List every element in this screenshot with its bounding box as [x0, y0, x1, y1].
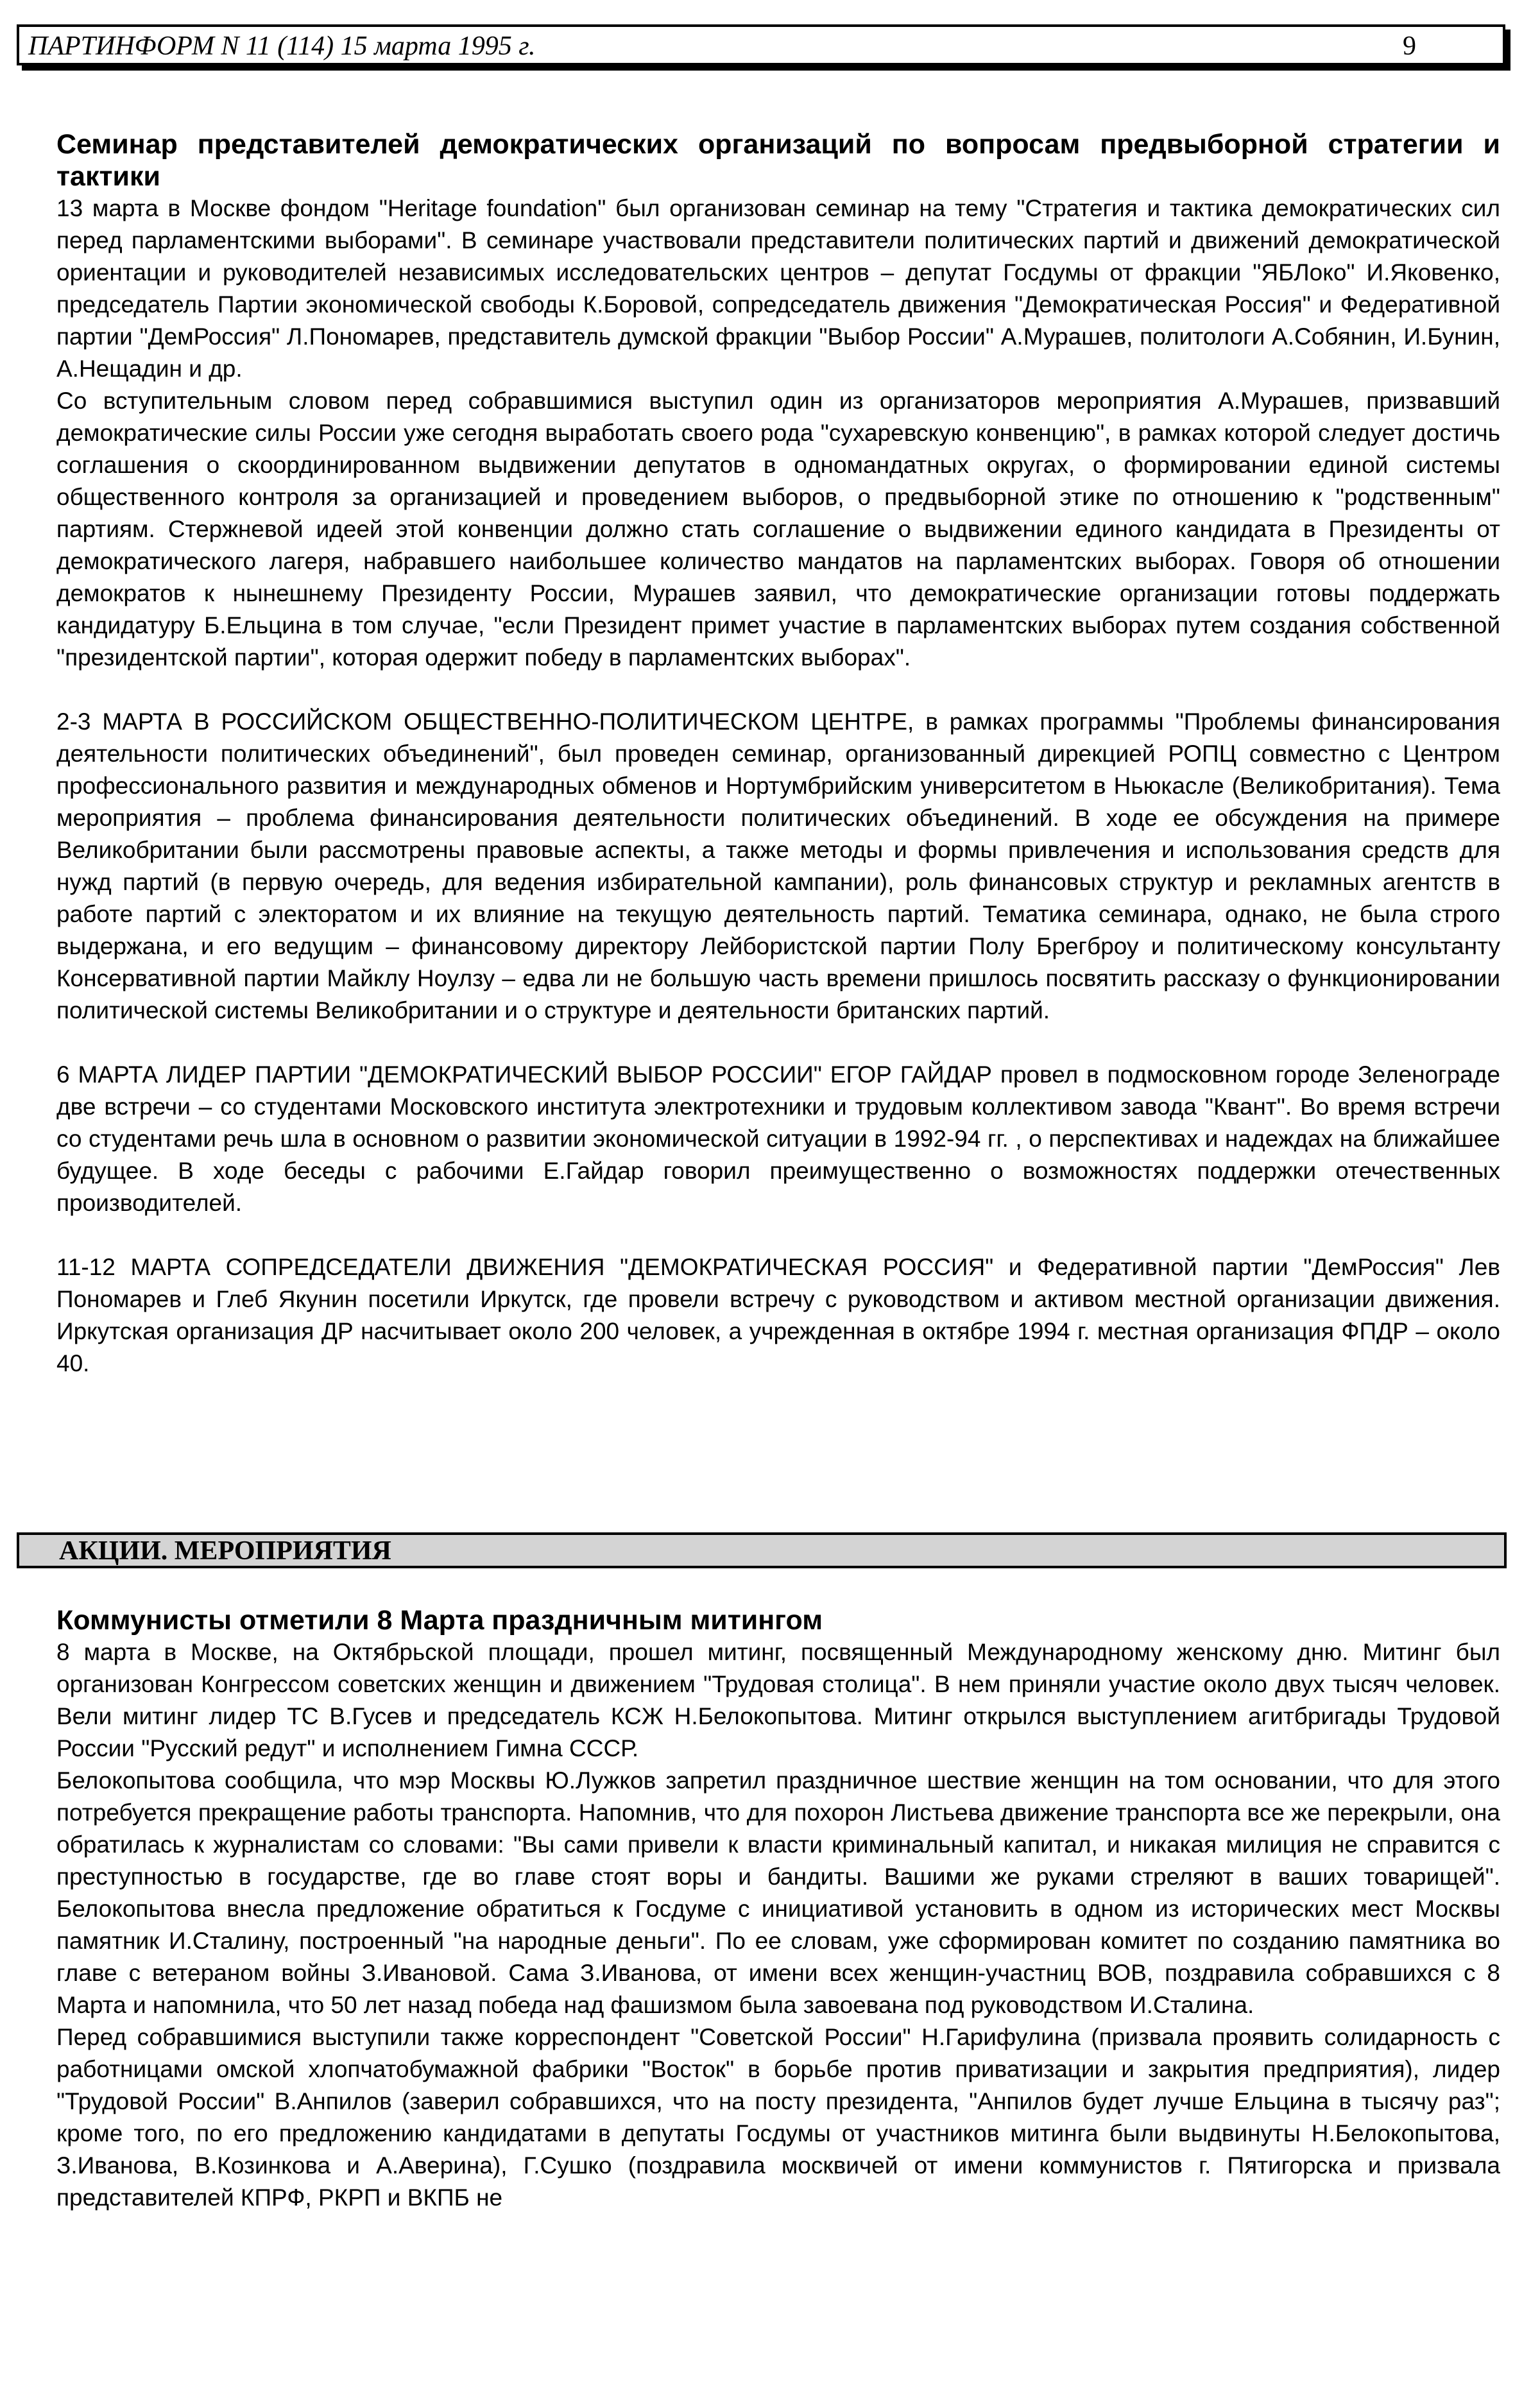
article-paragraph: 13 марта в Москве фондом "Heritage foundation" был организован семинар на тему "Стратегия и тактика демократических сил перед парламентскими выборами". В семинаре участвовали представители политических партий и движений демократической ориентации и руководителей независимых исследовательских центров – депутат Госдумы от фракции "ЯБЛоко" И.Яковенко, председатель Партии экономической свободы К.Боровой, сопредседатель движения "Демократическая Россия" и Федеративной партии "ДемРоссия" Л.Пономарев, представитель думской фракции "Выбор России" А.Мурашев, политологи А.Собянин, И.Бунин, А.Нещадин и др. — [56, 195, 1500, 382]
news-item: 2-3 МАРТА В РОССИЙСКОМ ОБЩЕСТВЕННО-ПОЛИТИЧЕСКОМ ЦЕНТРЕ, в рамках программы "Проблемы финансирования деятельности политических объединений", был проведен семинар, организованный дирекцией РОПЦ совместно с Центром профессионального развития и международных обменов и Нортумбрийским университетом в Ньюкасле (Великобритания). Тема мероприятия – проблема финансирования деятельности политических объединений. В ходе ее обсуждения на примере Великобритании были рассмотрены правовые аспекты, а также методы и формы привлечения и использования средств для нужд партий (в первую очередь, для ведения избирательной кампании), роль финансовых структур и рекламных агентств в работе партий с электоратом и их влияние на текущую деятельность партий. Тематика семинара, однако, не была строго выдержана, и его ведущим – финансовому директору Лейбористской партии Полу Брегброу и политическому консультанту Консервативной партии Майклу Ноулзу – едва ли не большую часть времени пришлось посвятить рассказу о функционировании политической системы Великобритании и о структуре и деятельности британских партий. — [56, 708, 1500, 1024]
news-item: 6 МАРТА ЛИДЕР ПАРТИИ "ДЕМОКРАТИЧЕСКИЙ ВЫБОР РОССИИ" ЕГОР ГАЙДАР провел в подмосковном городе Зеленограде две встречи – со студентами Московского института электротехники и трудовым коллективом завода "Квант". Во время встречи со студентами речь шла в основном о развитии экономической ситуации в 1992-94 гг. , о перспективах и надеждах на ближайшее будущее. В ходе беседы с рабочими Е.Гайдар говорил преимущественно о возможностях поддержки отечественных производителей. — [56, 1061, 1500, 1216]
article-paragraph: Перед собравшимися выступили также корреспондент "Советской России" Н.Гарифулина (призвала проявить солидарность с работницами омской хлопчатобумажной фабрики "Восток" в борьбе против приватизации и закрытия предприятия), лидер "Трудовой России" В.Анпилов (заверил собравшихся, что на посту президента, "Анпилов будет лучше Ельцина в тысячу раз"; кроме того, по его предложению кандидатами в депутаты Госдумы от участников митинга были выдвинуты Н.Белокопытова, З.Иванова, В.Козинкова и А.Аверина), Г.Сушко (поздравила москвичей от имени коммунистов г. Пятигорска и призвала представителей КПРФ, РКРП и ВКПБ не — [56, 2024, 1500, 2211]
article-paragraph: Белокопытова сообщила, что мэр Москвы Ю.Лужков запретил праздничное шествие женщин на том основании, что для этого потребуется прекращение работы транспорта. Напомнив, что для похорон Листьева движение транспорта все же перекрыли, она обратилась к журналистам со словами: "Вы сами привели к власти криминальный капитал, и никакая милиция не справится с преступностью в государстве, где во главе стоят воры и бандиты. Вашими же руками стреляют в ваших товарищей". Белокопытова внесла предложение обратиться к Госдуме с инициативой установить в одном из исторических мест Москвы памятник И.Сталину, построенный "на народные деньги". По ее словам, уже сформирован комитет по созданию памятника во главе с ветераном войны З.Ивановой. Сама З.Иванова, от имени всех женщин-участниц ВОВ, поздравила собравшихся с 8 Марта и напомнила, что 50 лет назад победа над фашизмом была завоевана под руководством И.Сталина. — [56, 1767, 1500, 2018]
publication-title: ПАРТИНФОРМ N 11 (114) 15 марта 1995 г. — [28, 31, 536, 61]
news-item: 11-12 МАРТА СОПРЕДСЕДАТЕЛИ ДВИЖЕНИЯ "ДЕМОКРАТИЧЕСКАЯ РОССИЯ" и Федеративной партии "ДемРоссия" Лев Пономарев и Глеб Якунин посетили Иркутск, где провели встречу с руководством и активом местной организации движения. Иркутская организация ДР насчитывает около 200 человек, а учрежденная в октябре 1994 г. местная организация ФПДР – около 40. — [56, 1254, 1500, 1376]
section-header — [17, 1532, 1507, 1568]
article-paragraph: Со вступительным словом перед собравшимися выступил один из организаторов мероприятия А.Мурашев, призвавший демократические силы России уже сегодня выработать своего рода "сухаревскую конвенцию", в рамках которой следует достичь соглашения о скоординированном выдвижении депутатов в одномандатных округах, о формировании единой системы общественного контроля за организацией и проведением выборов, о предвыборной этике по отношению к "родственным" партиям. Стержневой идеей этой конвенции должно стать соглашение о выдвижении единого кандидата в Президенты от демократического лагеря, набравшего наибольшее количество мандатов на парламентских выборах. Говоря об отношении демократов к нынешнему Президенту России, Мурашев заявил, что демократические организации готовы поддержать кандидатуру Б.Ельцина в том случае, "если Президент примет участие в парламентских выборах путем создания собственной "президентской партии", которая одержит победу в парламентских выборах". — [56, 388, 1500, 671]
page-number: 9 — [1403, 31, 1416, 61]
page-header — [17, 24, 1505, 65]
section-title: АКЦИИ. МЕРОПРИЯТИЯ — [59, 1536, 391, 1566]
article-title: Семинар представителей демократических организаций по вопросам предвыборной стратегии и тактики — [56, 129, 1500, 192]
article-paragraph: 8 марта в Москве, на Октябрьской площади, прошел митинг, посвященный Международному женскому дню. Митинг был организован Конгрессом советских женщин и движением "Трудовая столица". В нем приняли участие около двух тысяч человек. Вели митинг лидер ТС В.Гусев и председатель КСЖ Н.Белокопытова. Митинг открылся выступлением агитбригады Трудовой России "Русский редут" и исполнением Гимна СССР. — [56, 1639, 1500, 1761]
main-column — [56, 128, 1500, 1380]
article-title: Коммунисты отметили 8 Марта праздничным митингом — [56, 1605, 823, 1636]
second-column — [56, 1604, 1500, 2214]
